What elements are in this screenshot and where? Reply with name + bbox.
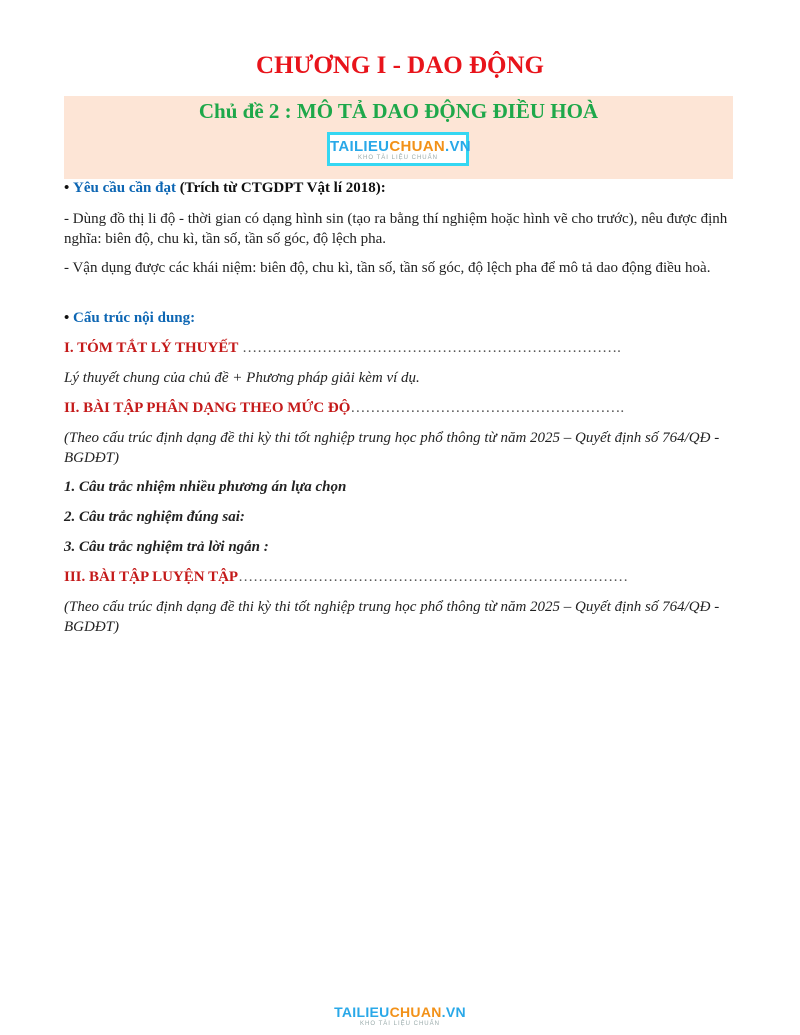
requirements-line-2: - Vận dụng được các khái niệm: biên độ, chu kì, tần số, tần số góc, độ lệch pha để mô tả dao động điều hoà.: [64, 260, 711, 276]
site-logo-footer: [334, 1003, 466, 1031]
question-type-3: 3. Câu trắc nghiệm trả lời ngắn :: [64, 539, 269, 555]
section-1-title: I. TÓM TẮT LÝ THUYẾT ………………………………………………………………….: [64, 340, 621, 356]
logo-tagline: KHO TÀI LIỆU CHUẨN: [360, 1021, 440, 1027]
requirements-heading: • Yêu cầu cần đạt (Trích từ CTGDPT Vật lí 2018):: [64, 180, 386, 196]
structure-heading: • Cấu trúc nội dung:: [64, 310, 196, 326]
chapter-title: CHƯƠNG I - DAO ĐỘNG: [256, 52, 544, 79]
site-logo-top: [327, 132, 469, 166]
section-3-note: (Theo cấu trúc định dạng đề thi kỳ thi tốt nghiệp trung học phổ thông từ năm 2025 – Quyết định số 764/QĐ - BGDĐT): [64, 599, 720, 635]
section-3-title: III. BÀI TẬP LUYỆN TẬP……………………………………………………………………: [64, 569, 629, 585]
question-type-2: 2. Câu trắc nghiệm đúng sai:: [64, 509, 245, 525]
topic-title: Chủ đề 2 : MÔ TẢ DAO ĐỘNG ĐIỀU HOÀ: [198, 99, 599, 123]
requirements-line-1: - Dùng đồ thị li độ - thời gian có dạng hình sin (tạo ra bằng thí nghiệm hoặc hình vẽ cho trước), nêu được định nghĩa: biên độ, chu kì, tần số, tần số góc, độ lệch pha.: [64, 211, 728, 247]
question-type-1: 1. Câu trắc nhiệm nhiều phương án lựa chọn: [64, 479, 347, 495]
section-1-description: Lý thuyết chung của chủ đề + Phương pháp giải kèm ví dụ.: [64, 370, 420, 386]
logo-tagline: KHO TÀI LIỆU CHUẨN: [358, 155, 438, 161]
section-2-title: II. BÀI TẬP PHÂN DẠNG THEO MỨC ĐỘ……………………………………………….: [64, 400, 625, 416]
section-2-note: (Theo cấu trúc định dạng đề thi kỳ thi tốt nghiệp trung học phổ thông từ năm 2025 – Quyết định số 764/QĐ - BGDĐT): [64, 430, 720, 466]
logo-wordmark: TAILIEUCHUAN.VN: [330, 138, 471, 155]
logo-wordmark: TAILIEUCHUAN.VN: [334, 1004, 466, 1020]
